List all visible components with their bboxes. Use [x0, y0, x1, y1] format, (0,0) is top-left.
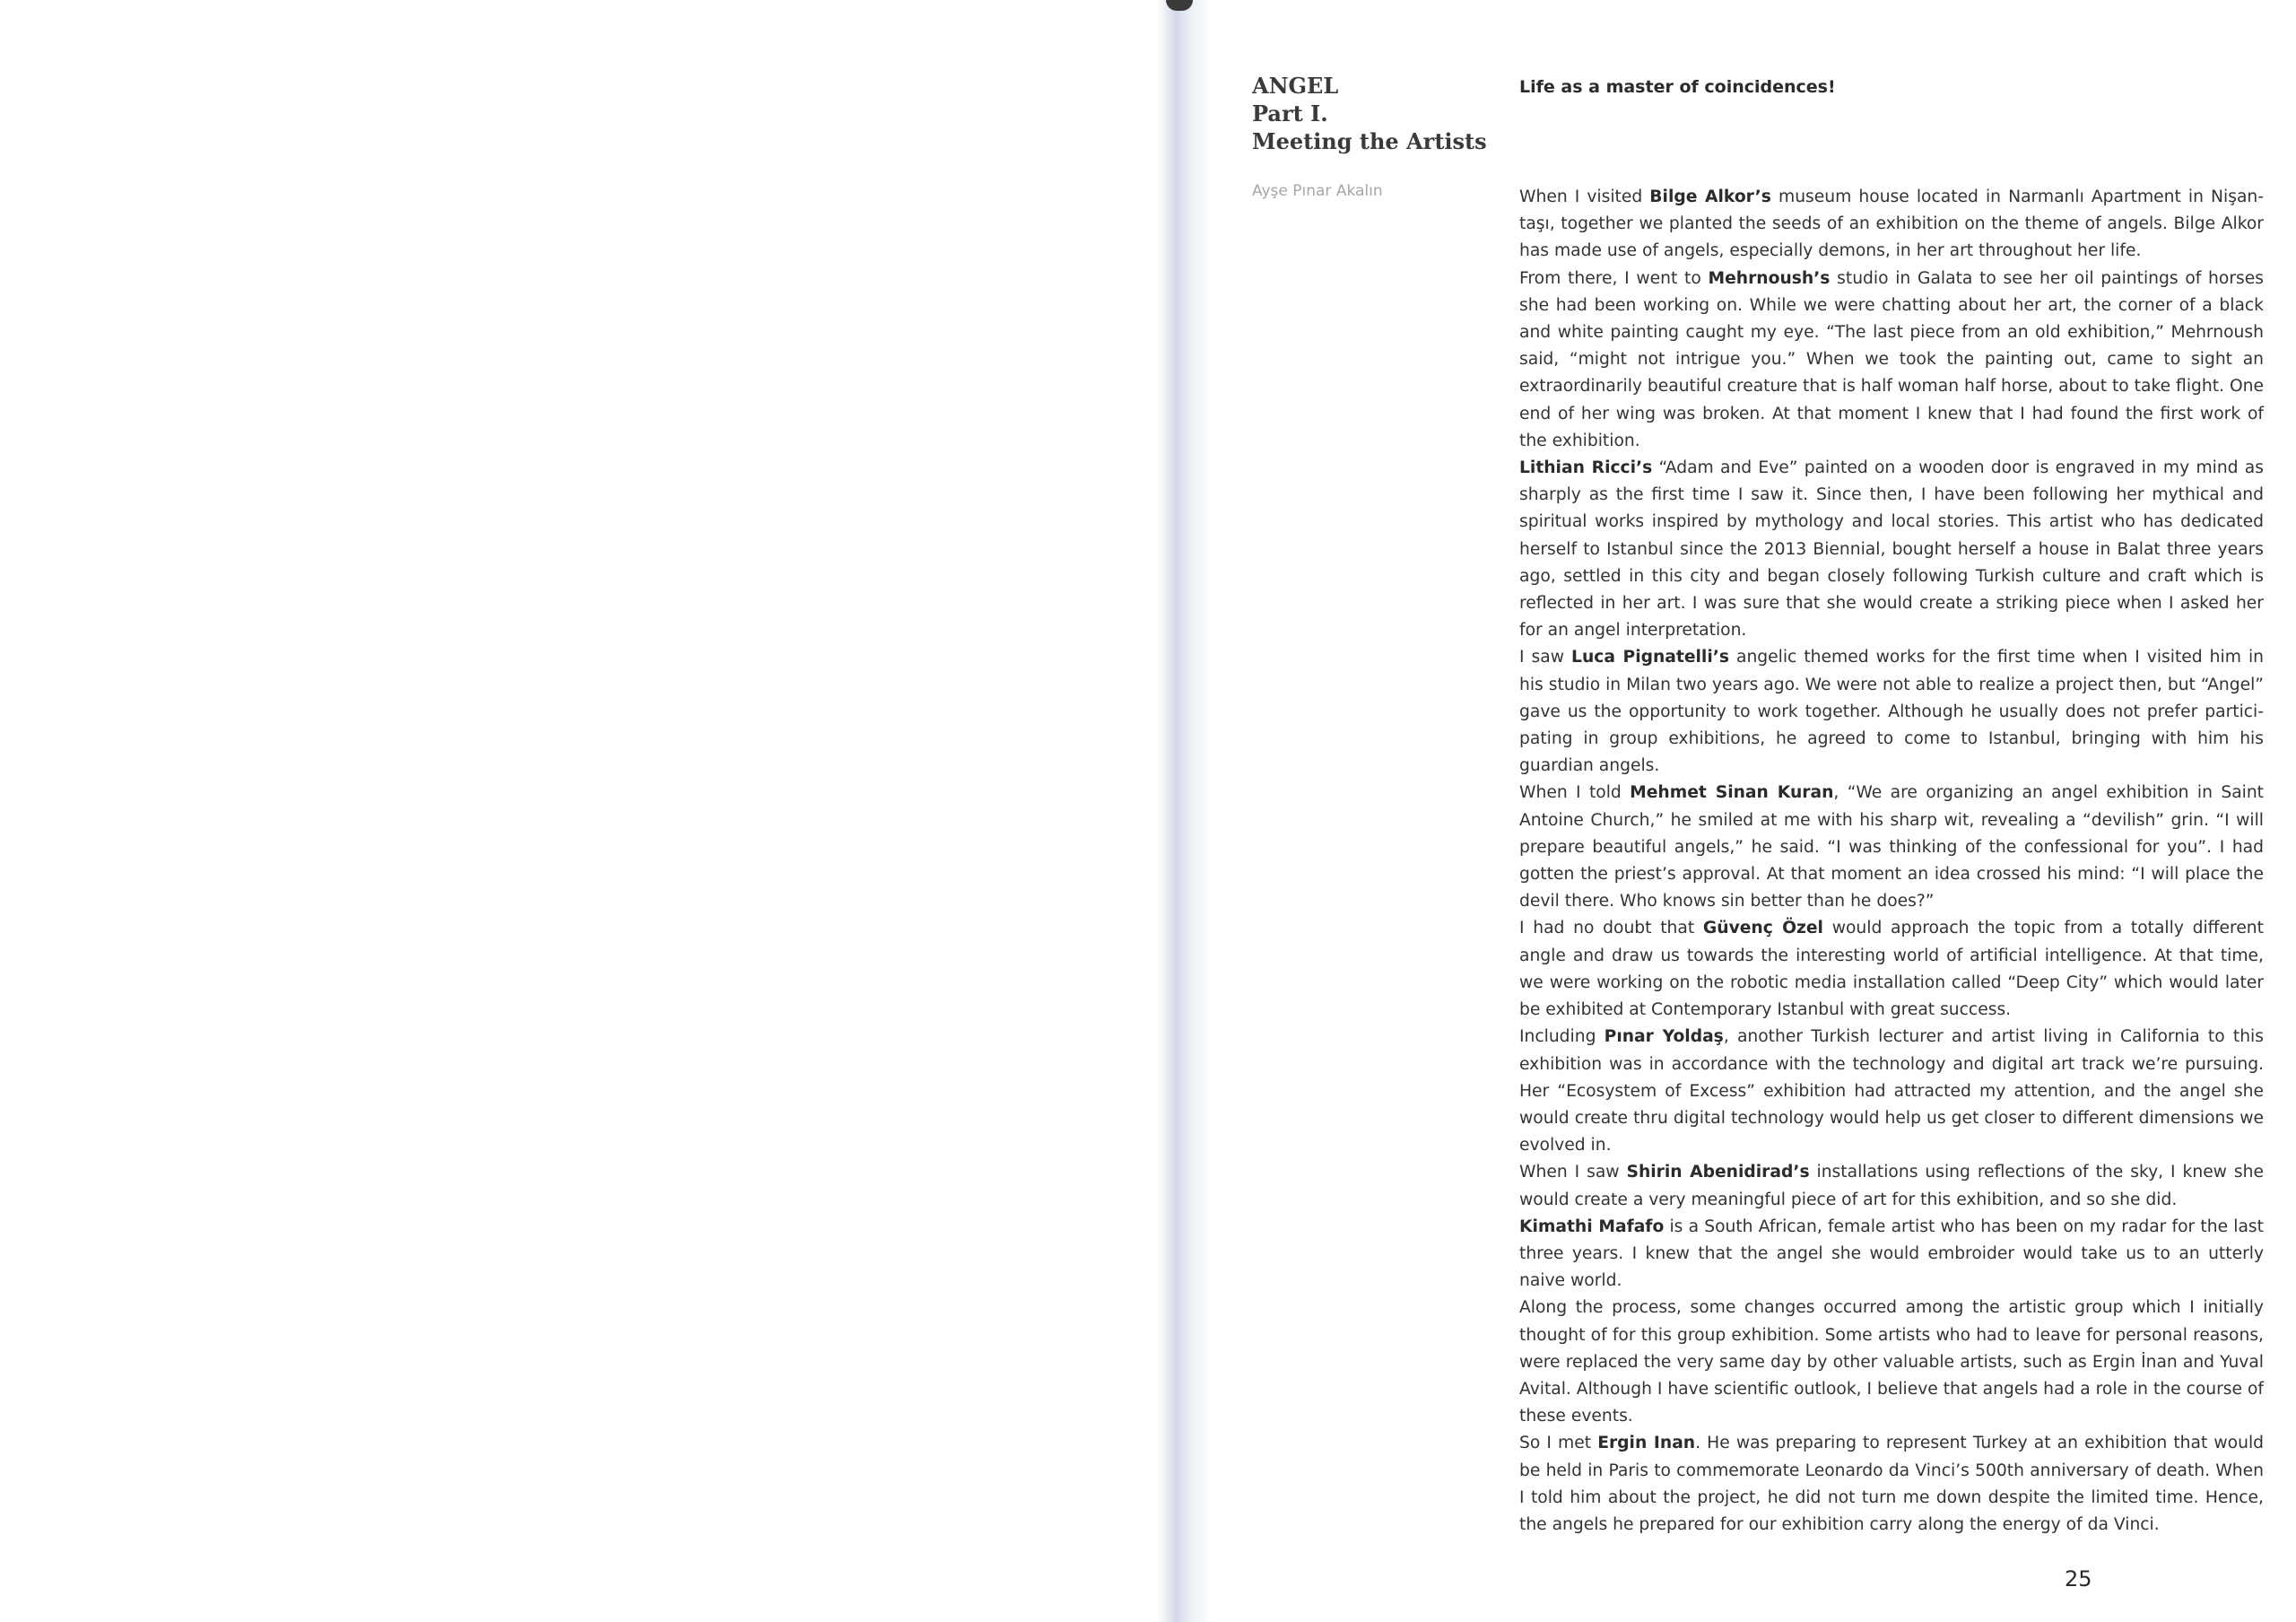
body-paragraph [1519, 184, 2264, 266]
paragraph-text: installations using reflections of the sky, I knew she would create a very meaningful piece of art for this exhibition, and so she did. [1519, 1163, 2265, 1209]
paragraph-text: angelic themed works for the first time when I visited him in his studio in Milan two years ago. We were not able to realize a project then, but “Angel” gave us the opportunity to work together. Although he usually does not prefer participating in group exhibitions, he agreed to come to Istanbul, bringing with him his guardian angels. [1519, 648, 2264, 776]
body-paragraph [1519, 1214, 2264, 1295]
body-paragraph [1519, 455, 2264, 644]
article-body [1519, 184, 2264, 1539]
body-paragraph [1519, 266, 2264, 455]
author-name: Ayşe Pınar Akalın [1252, 182, 1383, 200]
section-title-line: ANGEL [1252, 73, 1339, 99]
paragraph-text: I saw [1519, 648, 1572, 667]
body-paragraph [1519, 1024, 2264, 1159]
artist-name: Pınar Yoldaş [1604, 1027, 1724, 1047]
paragraph-text: Including [1519, 1027, 1605, 1047]
body-paragraph [1519, 780, 2264, 915]
paragraph-text: studio in Galata to see her oil paintings of horses she had been working on. While we were chatting about her art, the corner of a black and white painting caught my eye. “The last piece from an old exhibition,” Mehrnoush said, “might not intrigue you.” When we took the painting out, came to sight an extraordinarily beautiful creature that is half woman half horse, about to take flight. One end of her wing was broken. At that moment I knew that I had found the first work of the exhibition. [1519, 268, 2264, 450]
artist-name: Ergin Inan [1597, 1434, 1696, 1453]
paragraph-text: I had no doubt that [1519, 919, 1703, 938]
section-title-line: Meeting the Artists [1252, 128, 1487, 154]
paragraph-text: From there, I went to [1519, 268, 1709, 288]
paragraph-text: When I saw [1519, 1163, 1627, 1182]
section-title-line: Part I. [1252, 100, 1328, 126]
paragraph-text: When I told [1519, 783, 1631, 803]
artist-name: Güvenç Özel [1702, 919, 1823, 938]
paragraph-text: would approach the topic from a totally different angle and draw us towards the interesting world of artificial intelligence. At that time, we were working on the robotic media installation called “Deep City” which would later be exhibited at Contemporary Istanbul with great success. [1519, 919, 2264, 1020]
body-paragraph [1519, 1295, 2264, 1430]
artist-name: Luca Pignatelli’s [1571, 648, 1729, 667]
paragraph-text: . He was preparing to represent Turkey at an exhibition that would be held in Paris to commemorate Leonardo da Vinci’s 500th anniversary of death. When I told him about the project, he did not turn me down despite the limited time. Hence, the angels he prepared for our exhibition carry along the energy of da Vinci. [1519, 1434, 2264, 1534]
paragraph-text: is a South African, female artist who has been on my radar for the last three years. I knew that the angel she would embroider would take us to an utterly naive world. [1519, 1216, 2264, 1291]
paragraph-text: “Adam and Eve” painted on a wooden door is engraved in my mind as sharply as the first time I saw it. Since then, I have been following her mythical and spiritual works inspired by mythology and local stories. This artist who has dedicated herself to Istanbul since the 2013 Biennial, bought herself a house in Balat three years ago, settled in this city and began closely following Turkish culture and craft which is reflected in her art. I was sure that she would create a striking piece when I asked her for an angel interpretation. [1519, 458, 2264, 641]
paragraph-text: , another Turkish lecturer and artist living in California to this exhibition was in accordance with the technology and digital art track we’re pursuing. Her “Ecosystem of Excess” exhibition had attracted my attention, and the angel she would create thru digital technology would help us get closer to different dimensions we evolved in. [1519, 1027, 2264, 1155]
artist-name: Mehrnoush’s [1708, 268, 1831, 288]
body-paragraph [1519, 1159, 2264, 1213]
artist-name: Kimathi Mafafo [1519, 1216, 1665, 1236]
paragraph-text: , “We are organizing an angel exhibition in Saint Antoine Church,” he smiled at me with his sharp wit, revealing a “devilish” grin. “I will prepare beautiful angels,” he said. “I was thinking of the confessional for you”. I had gotten the priest’s approval. At that moment an idea crossed his mind: “I will place the devil there. Who knows sin better than he does?” [1519, 783, 2265, 911]
section-title [1252, 72, 1503, 155]
body-paragraph [1519, 644, 2264, 780]
body-paragraph [1519, 1430, 2264, 1539]
article-subtitle: Life as a master of coincidences! [1519, 77, 1836, 97]
artist-name: Mehmet Sinan Kuran [1630, 783, 1834, 803]
page-number: 25 [2065, 1566, 2092, 1591]
artist-name: Shirin Abenidirad’s [1626, 1163, 1810, 1182]
artist-name: Lithian Ricci’s [1519, 458, 1653, 478]
artist-name: Bilge Alkor’s [1649, 187, 1771, 206]
paragraph-text: When I visited [1519, 187, 1650, 206]
book-gutter [1157, 0, 1211, 1622]
body-paragraph [1519, 915, 2264, 1024]
paragraph-text: museum house located in Narmanlı Apartment in Nişantaşı, together we planted the seeds of an exhibition on the theme of angels. Bilge Alkor has made use of angels, especially demons, in her art throughout her life. [1519, 187, 2264, 261]
paragraph-text: So I met [1519, 1434, 1598, 1453]
paragraph-text: Along the process, some changes occurred among the artistic group which I initially thought of for this group exhibition. Some artists who had to leave for personal reasons, were replaced the very same day by other valuable artists, such as Ergin İnan and Yuval Avital. Although I have scientific outlook, I believe that angels had a role in the course of these events. [1519, 1298, 2264, 1426]
